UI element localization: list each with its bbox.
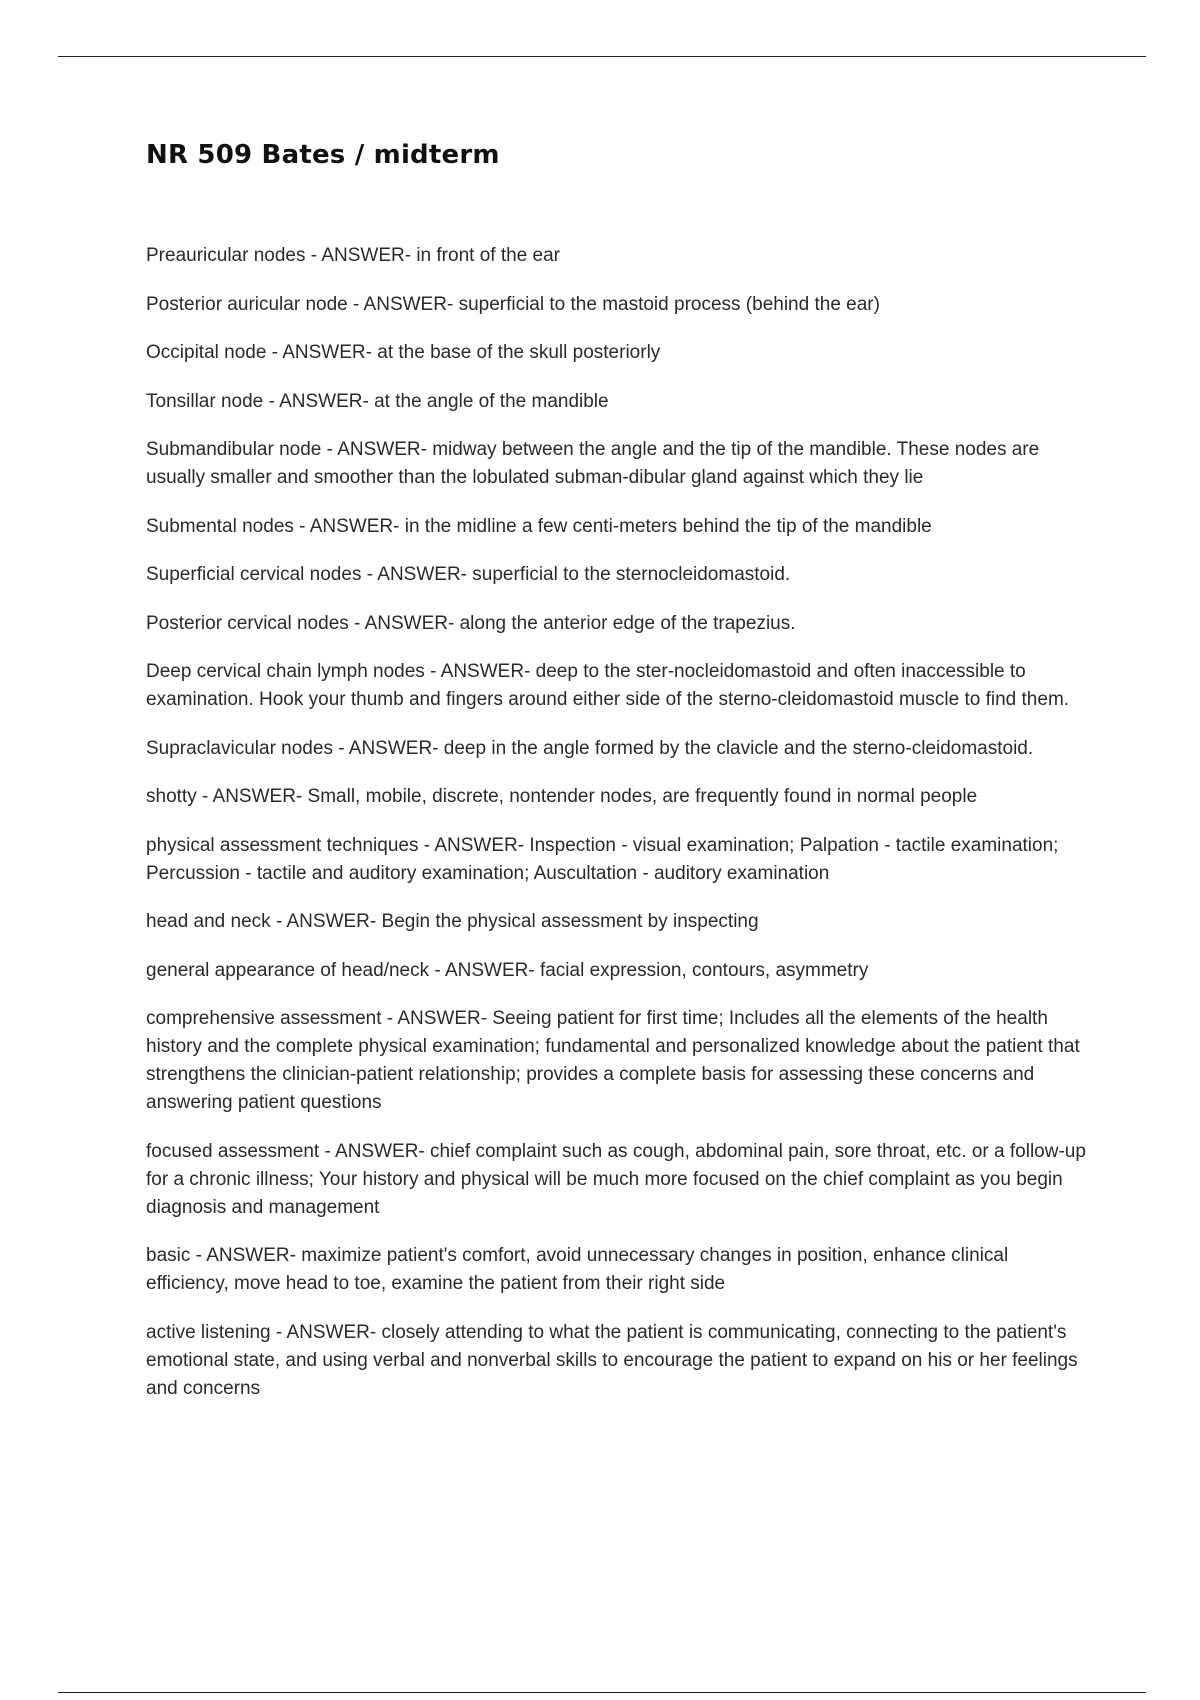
answer-separator: - ANSWER- <box>418 834 530 856</box>
list-item <box>146 783 1096 811</box>
answer-separator: - ANSWER- <box>270 1321 382 1343</box>
answer-separator: - ANSWER- <box>266 342 378 363</box>
answer-separator: - ANSWER- <box>332 737 444 759</box>
answer-separator: - ANSWER- <box>190 1245 302 1266</box>
list-item <box>146 1138 1096 1222</box>
answer: closely attending to what the patient is communicating, connecting to the patient's emotional state, and using verbal and nonverbal skills to encourage the patient to expand on his or her feelings and concerns <box>146 1321 1078 1399</box>
term: Supraclavicular nodes <box>146 737 333 759</box>
list-item <box>146 242 1096 270</box>
term: Posterior auricular node <box>146 293 348 315</box>
list-item <box>146 957 1096 985</box>
answer: facial expression, contours, asymmetry <box>539 959 869 981</box>
term: physical assessment techniques <box>146 834 419 856</box>
term: Posterior cervical nodes <box>146 612 349 634</box>
answer: deep to the ster-nocleidomastoid and often inaccessible to examination. Hook your thumb and fingers around either side of the sterno-cleidomastoid muscle to find them. <box>146 661 1070 710</box>
list-item <box>146 436 1096 492</box>
term: focused assessment <box>146 1140 320 1162</box>
answer-separator: - ANSWER- <box>424 661 536 682</box>
list-item <box>146 735 1096 763</box>
term: head and neck <box>146 911 271 932</box>
list-item <box>146 388 1096 416</box>
answer-separator: - ANSWER- <box>263 390 375 412</box>
answer-separator: - ANSWER- <box>381 1008 493 1029</box>
list-item <box>146 1319 1096 1403</box>
answer-separator: - ANSWER- <box>429 959 540 981</box>
answer: at the angle of the mandible <box>374 390 609 412</box>
list-item <box>146 610 1096 638</box>
term: shotty <box>146 786 197 807</box>
answer: maximize patient's comfort, avoid unnecessary changes in position, enhance clinical efficiency, move head to toe, examine the patient from their right side <box>146 1245 1009 1294</box>
term: Occipital node <box>146 342 267 363</box>
answer: midway between the angle and the tip of the mandible. These nodes are usually smaller and smoother than the lobulated subman-dibular gland against which they lie <box>146 439 1040 488</box>
answer-separator: - ANSWER- <box>305 245 417 266</box>
list-item <box>146 658 1096 714</box>
answer: Small, mobile, discrete, nontender nodes, are frequently found in normal people <box>307 786 978 807</box>
list-item <box>146 832 1096 888</box>
page-title: NR 509 Bates / midterm <box>146 140 500 170</box>
answer: Seeing patient for first time; Includes all the elements of the health history and the complete physical examination; fundamental and personalized knowledge about the patient that strengthens the clinician-patient relationship; provides a complete basis for assessing these concerns and answering patient questions <box>146 1008 1080 1113</box>
answer: superficial to the mastoid process (behind the ear) <box>458 293 880 315</box>
answer-separator: - ANSWER- <box>321 439 433 460</box>
answer: Begin the physical assessment by inspecting <box>381 911 759 932</box>
term: Preauricular nodes <box>146 245 306 266</box>
list-item <box>146 339 1096 367</box>
bottom-rule <box>58 1692 1146 1693</box>
term: basic <box>146 1245 191 1266</box>
list-item <box>146 908 1096 936</box>
answer-separator: - ANSWER- <box>347 293 459 315</box>
term: Superficial cervical nodes <box>146 564 362 585</box>
term: general appearance of head/neck <box>146 959 430 981</box>
list-item <box>146 1005 1096 1117</box>
answer-separator: - ANSWER- <box>348 612 460 634</box>
term: Submandibular node <box>146 439 322 460</box>
answer: along the anterior edge of the trapezius. <box>459 612 796 634</box>
answer: Inspection - visual examination; Palpation - tactile examination; Percussion - tactile and auditory examination; Auscultation - auditory examination <box>146 834 1059 884</box>
list-item <box>146 513 1096 541</box>
answer: superficial to the sternocleidomastoid. <box>472 564 791 585</box>
list-item <box>146 1242 1096 1298</box>
answer: in front of the ear <box>416 245 560 266</box>
answer-separator: - ANSWER- <box>196 786 308 807</box>
answer: deep in the angle formed by the clavicle and the sterno-cleidomastoid. <box>443 737 1034 759</box>
qa-list <box>146 242 1096 1423</box>
top-rule <box>58 56 1146 57</box>
term: Tonsillar node <box>146 390 264 412</box>
term: comprehensive assessment <box>146 1008 382 1029</box>
answer: chief complaint such as cough, abdominal pain, sore throat, etc. or a follow-up for a chronic illness; Your history and physical will be much more focused on the chief complaint as you begin diagnosis and management <box>146 1140 1086 1218</box>
answer-separator: - ANSWER- <box>293 515 405 537</box>
list-item <box>146 291 1096 319</box>
answer: at the base of the skull posteriorly <box>377 342 661 363</box>
term: Deep cervical chain lymph nodes <box>146 661 425 682</box>
term: Submental nodes <box>146 515 294 537</box>
answer-separator: - ANSWER- <box>270 911 382 932</box>
answer-separator: - ANSWER- <box>361 564 473 585</box>
term: active listening <box>146 1321 271 1343</box>
answer: in the midline a few centi-meters behind the tip of the mandible <box>404 515 932 537</box>
list-item <box>146 561 1096 589</box>
answer-separator: - ANSWER- <box>319 1140 431 1162</box>
